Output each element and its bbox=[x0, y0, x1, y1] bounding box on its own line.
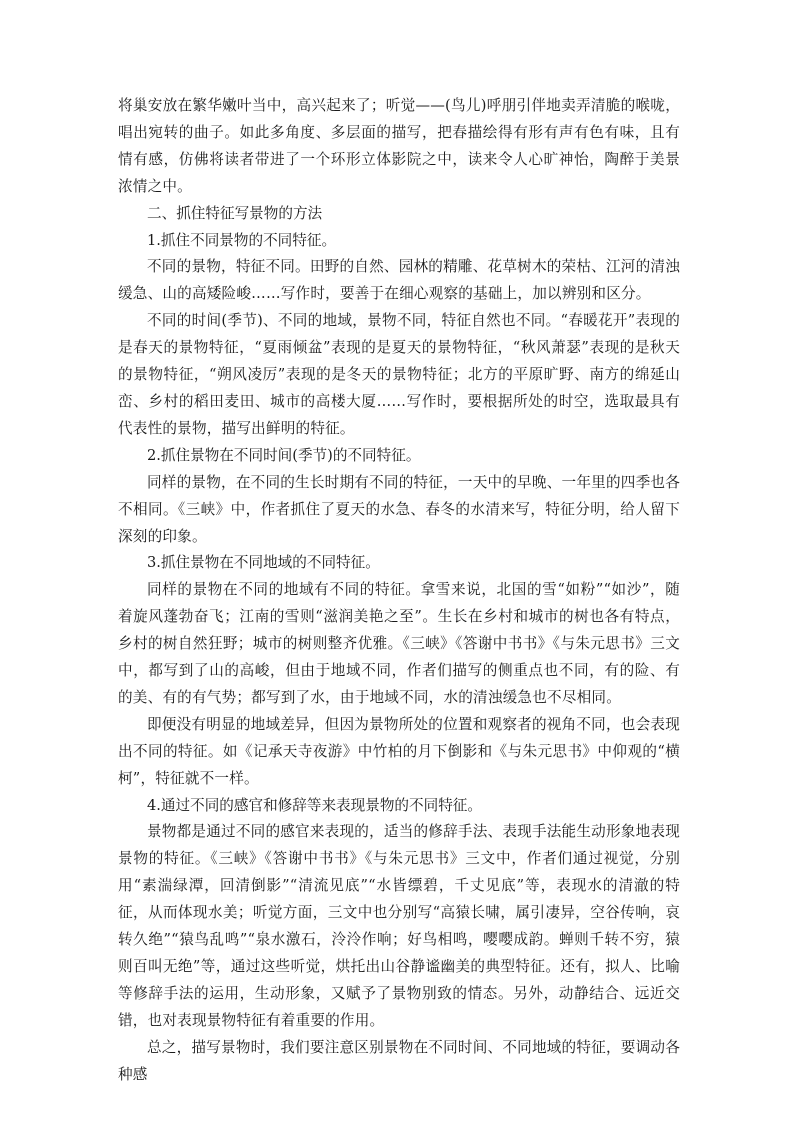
subheading-1: 1.抓住不同景物的不同特征。 bbox=[147, 231, 337, 249]
paragraph-seasons: 同样的景物，在不同的生长时期有不同的特征，一天中的早晚、一年里的四季也各不相同。《三峡》中，作者抓住了夏天的水急、春冬的水清来写，特征分明，给人留下深刻的印象。 bbox=[118, 473, 680, 545]
paragraph-viewpoint: 即便没有明显的地域差异，但因为景物所处的位置和观察者的视角不同，也会表现出不同的特征。如《记承天寺夜游》中竹柏的月下倒影和《与朱元思书》中仰观的“横柯”，特征就不一样。 bbox=[118, 715, 680, 787]
subheading-4: 4.通过不同的感官和修辞等来表现景物的不同特征。 bbox=[147, 796, 482, 814]
document-page bbox=[118, 93, 680, 1089]
paragraph-time-and-region: 不同的时间(季节)、不同的地域，景物不同，特征自然也不同。“春暖花开”表现的是春天的景物特征，“夏雨倾盆”表现的是夏天的景物特征，“秋风萧瑟”表现的是秋天的景物特征，“朔风凌厉”表现的是冬天的景物特征；北方的平原旷野、南方的绵延山峦、乡村的稻田麦田、城市的高楼大厦……写作时，要根据所处的时空，选取最具有代表性的景物，描写出鲜明的特征。 bbox=[118, 312, 680, 437]
subheading-3: 3.抓住景物在不同地域的不同特征。 bbox=[147, 554, 380, 572]
paragraph-different-scenery: 不同的景物，特征不同。田野的自然、园林的精雕、花草树木的荣枯、江河的清浊缓急、山的高矮险峻……写作时，要善于在细心观察的基础上，加以辨别和区分。 bbox=[118, 258, 680, 303]
section-heading-methods: 二、抓住特征写景物的方法 bbox=[147, 204, 323, 222]
paragraph-conclusion: 总之，描写景物时，我们要注意区别景物在不同时间、不同地域的特征，要调动各种感 bbox=[118, 1038, 680, 1083]
subheading-2: 2.抓住景物在不同时间(季节)的不同特征。 bbox=[147, 446, 421, 464]
paragraph-regions: 同样的景物在不同的地域有不同的特征。拿雪来说，北国的雪“如粉”“如沙”，随着旋风蓬勃奋飞；江南的雪则“滋润美艳之至”。生长在乡村和城市的树也各有特点，乡村的树自然狂野；城市的树则整齐优雅。《三峡》《答谢中书书》《与朱元思书》三文中，都写到了山的高峻，但由于地域不同，作者们描写的侧重点也不同，有的险、有的美、有的有气势；都写到了水，由于地域不同，水的清浊缓急也不尽相同。 bbox=[118, 581, 680, 706]
paragraph-senses-rhetoric: 景物都是通过不同的感官来表现的，适当的修辞手法、表现手法能生动形象地表现景物的特征。《三峡》《答谢中书书》《与朱元思书》三文中，作者们通过视觉，分别用“素湍绿潭，回清倒影”“清流见底”“水皆缥碧，千丈见底”等，表现水的清澈的特征，从而体现水美；听觉方面，三文中也分别写“高猿长啸，属引凄异，空谷传响，哀转久绝”“猿鸟乱鸣”“泉水激石，泠泠作响；好鸟相鸣，嘤嘤成韵。蝉则千转不穷，猿则百叫无绝”等，通过这些听觉，烘托出山谷静谧幽美的典型特征。还有，拟人、比喻等修辞手法的运用，生动形象，又赋予了景物别致的情态。另外，动静结合、远近交错，也对表现景物特征有着重要的作用。 bbox=[118, 823, 680, 1029]
paragraph-continuation: 将巢安放在繁华嫩叶当中，高兴起来了；听觉——(鸟儿)呼朋引伴地卖弄清脆的喉咙，唱出宛转的曲子。如此多角度、多层面的描写，把春描绘得有形有声有色有味，且有情有感，仿佛将读者带进了一个环形立体影院之中，读来令人心旷神怡，陶醉于美景浓情之中。 bbox=[118, 97, 680, 195]
